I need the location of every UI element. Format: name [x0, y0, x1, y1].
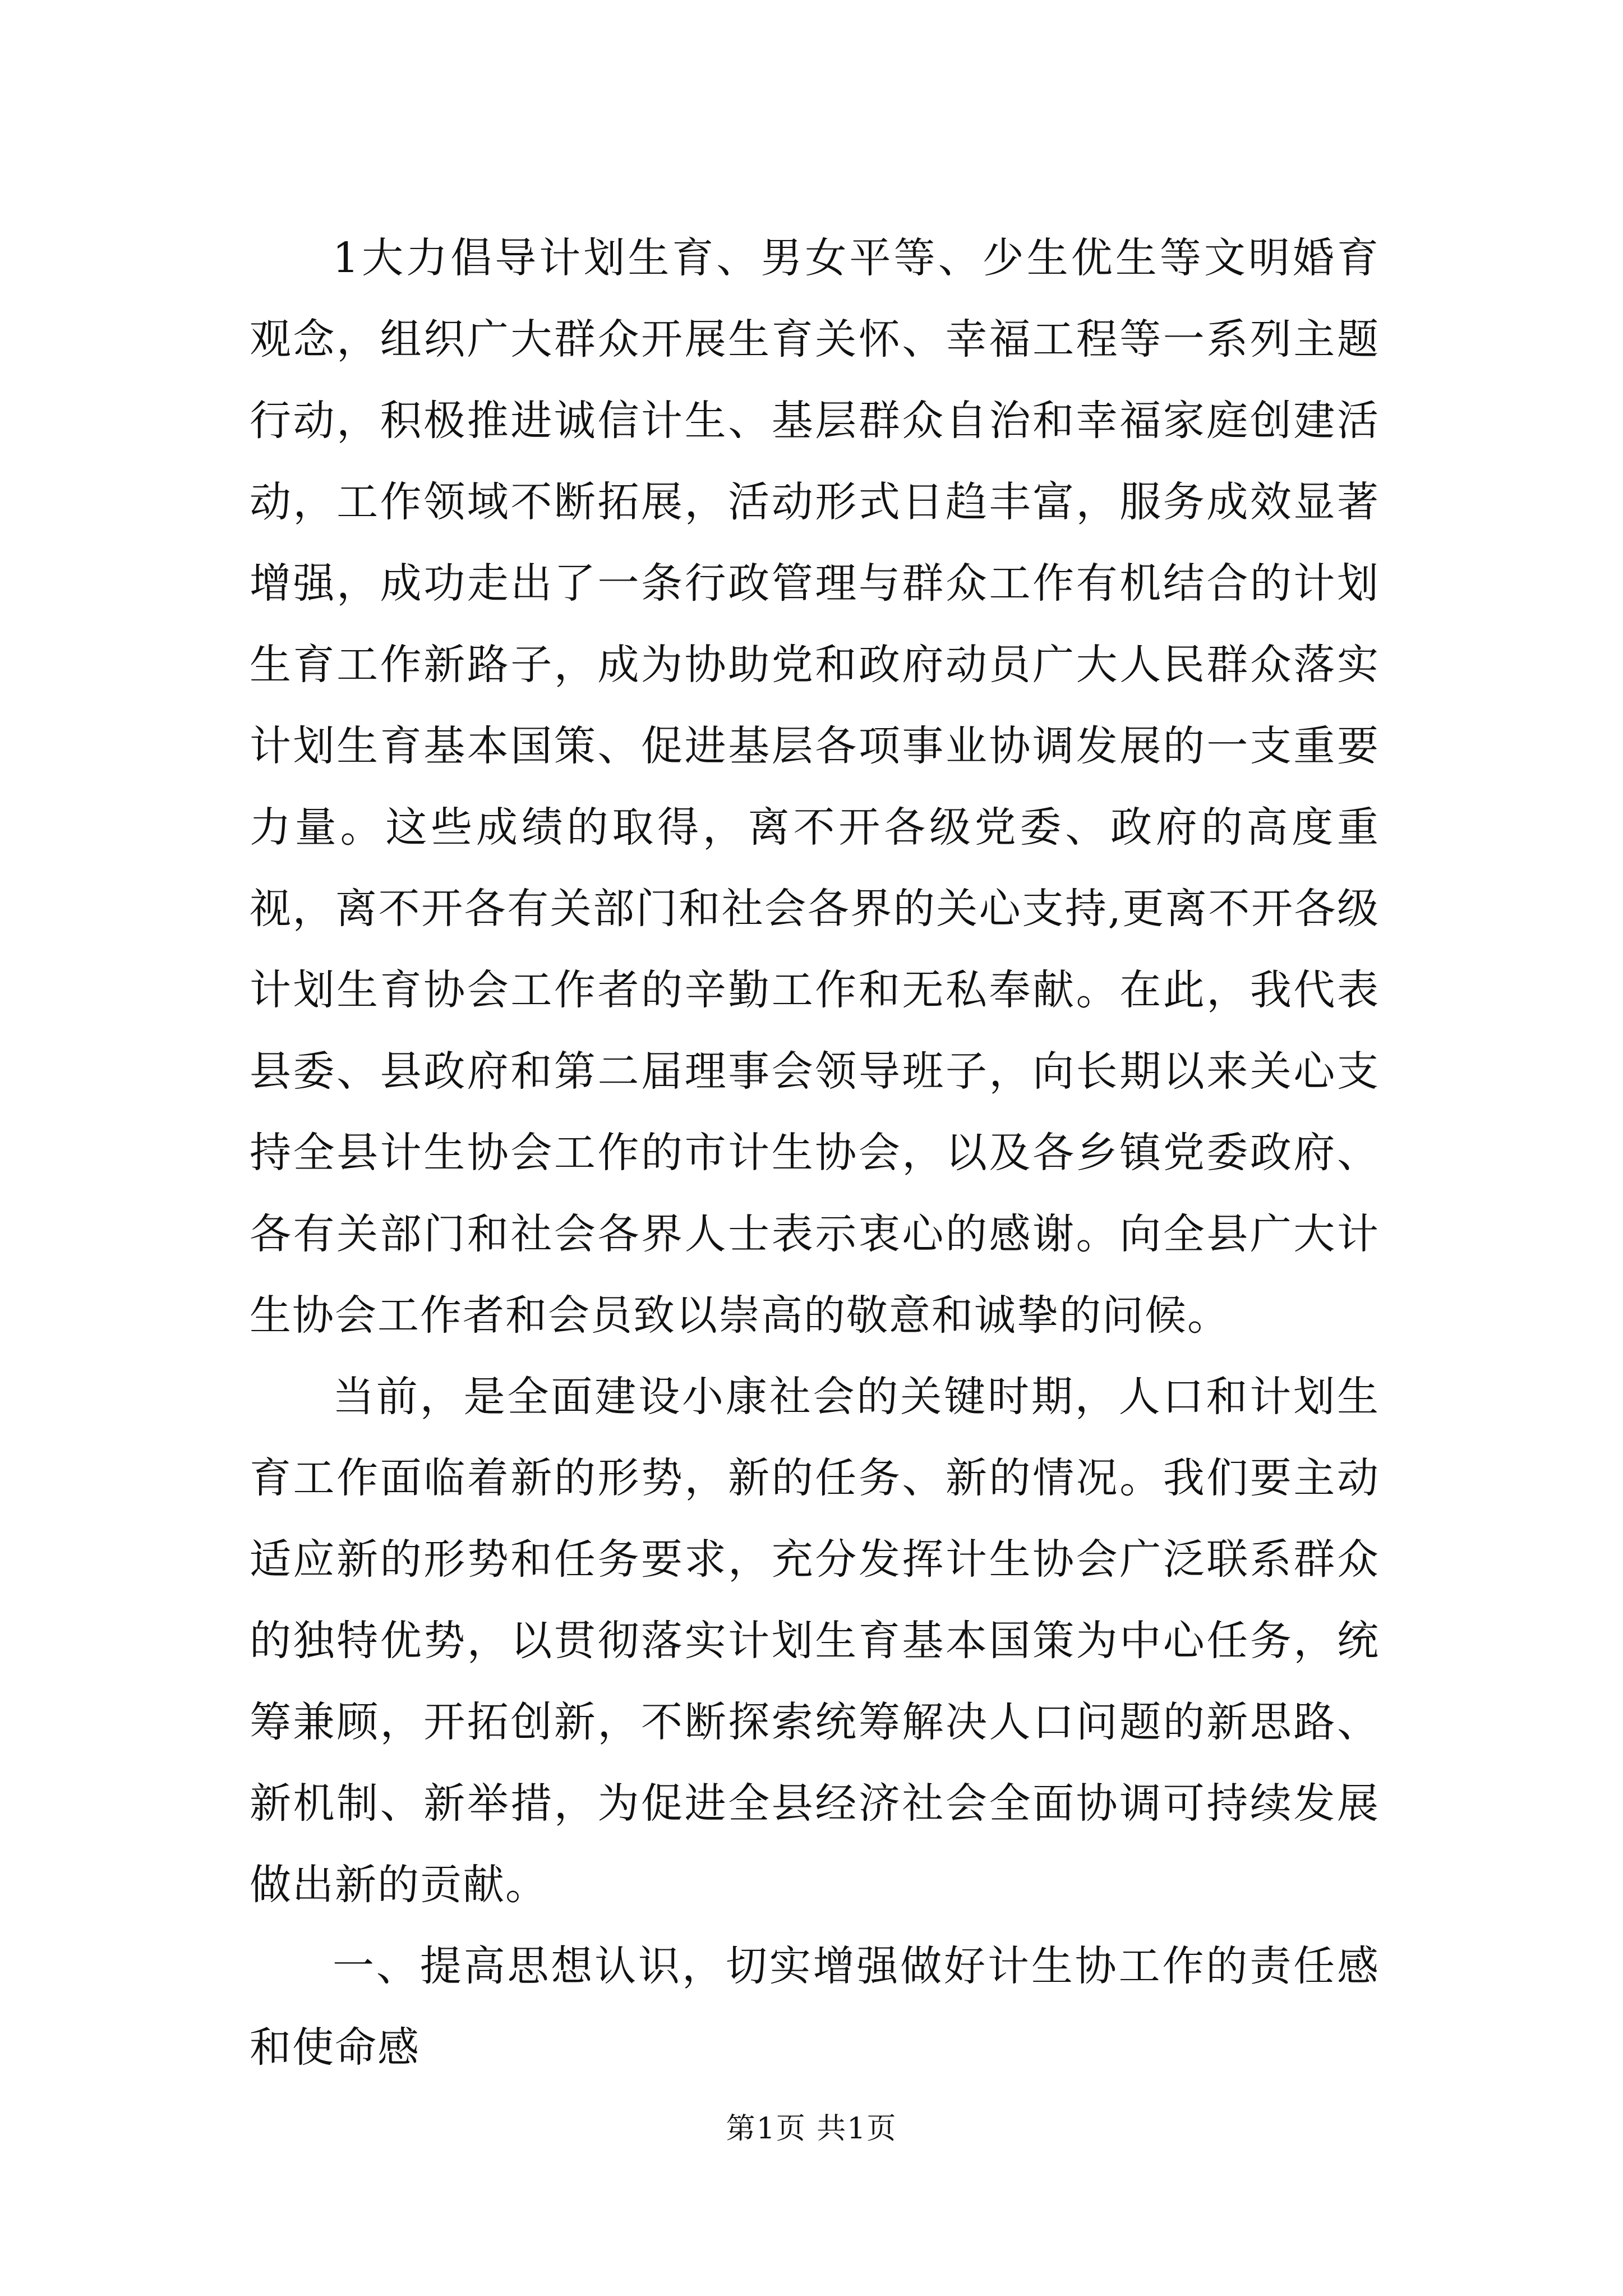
document-body	[250, 218, 1380, 2088]
paragraph-2: 当前，是全面建设小康社会的关键时期，人口和计划生育工作面临着新的形势，新的任务、新的情况。我们要主动适应新的形势和任务要求，充分发挥计生协会广泛联系群众的独特优势，以贯彻落实计划生育基本国策为中心任务，统筹兼顾，开拓创新，不断探索统筹解决人口问题的新思路、新机制、新举措，为促进全县经济社会全面协调可持续发展做出新的贡献。	[250, 1373, 1380, 1909]
paragraph-1: 1大力倡导计划生育、男女平等、少生优生等文明婚育观念，组织广大群众开展生育关怀、幸福工程等一系列主题行动，积极推进诚信计生、基层群众自治和幸福家庭创建活动，工作领域不断拓展，活动形式日趋丰富，服务成效显著增强，成功走出了一条行政管理与群众工作有机结合的计划生育工作新路子，成为协助党和政府动员广大人民群众落实计划生育基本国策、促进基层各项事业协调发展的一支重要力量。这些成绩的取得，离不开各级党委、政府的高度重视，离不开各有关部门和社会各界的关心支持,更离不开各级计划生育协会工作者的辛勤工作和无私奉献。在此，我代表县委、县政府和第二届理事会领导班子，向长期以来关心支持全县计生协会工作的市计生协会，以及各乡镇党委政府、各有关部门和社会各界人士表示衷心的感谢。向全县广大计生协会工作者和会员致以崇高的敬意和诚挚的问候。	[250, 234, 1380, 1340]
page-footer: 第1页 共1页	[726, 2112, 897, 2146]
section-heading-1: 一、提高思想认识，切实增强做好计生协工作的责任感和使命感	[250, 1942, 1380, 2072]
